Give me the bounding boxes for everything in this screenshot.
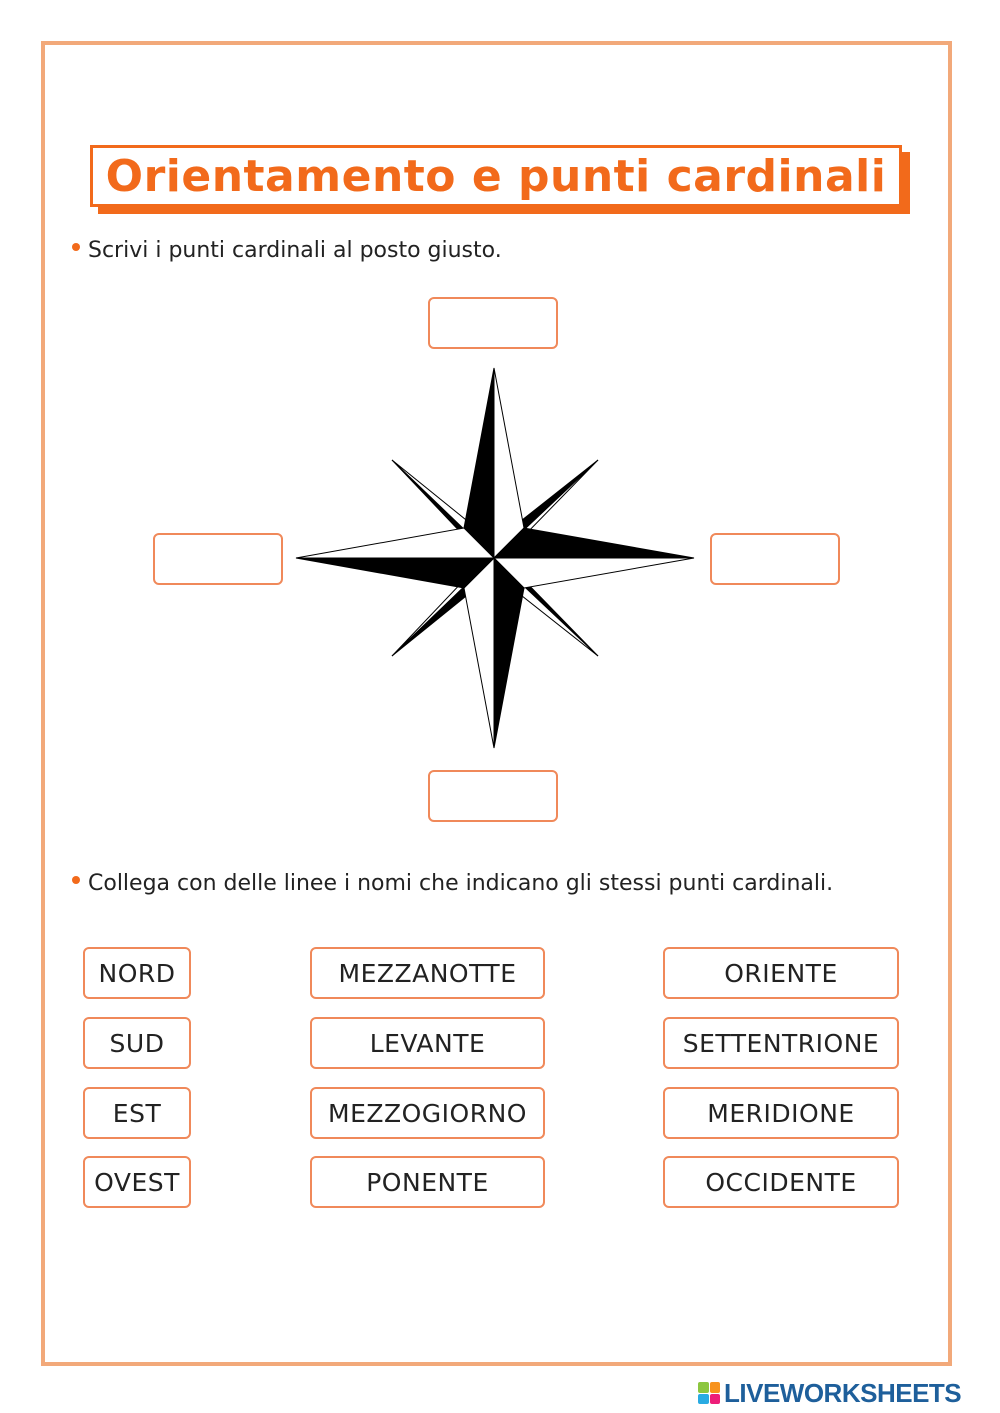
- compass-rose-icon: [290, 360, 700, 755]
- instruction-first: [72, 238, 502, 263]
- word-box-mezzogiorno[interactable]: MEZZOGIORNO: [310, 1087, 545, 1139]
- instruction-second-text: Collega con delle linee i nomi che indicano gli stessi punti cardinali.: [88, 871, 834, 896]
- word-box-ponente[interactable]: PONENTE: [310, 1156, 545, 1208]
- word-box-nord[interactable]: NORD: [83, 947, 191, 999]
- liveworksheets-logo-icon: [698, 1382, 720, 1404]
- word-box-meridione[interactable]: MERIDIONE: [663, 1087, 899, 1139]
- word-box-oriente[interactable]: ORIENTE: [663, 947, 899, 999]
- brand-footer[interactable]: [698, 1378, 961, 1408]
- instruction-first-text: Scrivi i punti cardinali al posto giusto.: [88, 238, 502, 263]
- compass-blank-south[interactable]: [428, 770, 558, 822]
- word-box-sud[interactable]: SUD: [83, 1017, 191, 1069]
- word-box-settentrione[interactable]: SETTENTRIONE: [663, 1017, 899, 1069]
- page-title: Orientamento e punti cardinali: [90, 145, 902, 207]
- bullet-icon: [72, 243, 80, 251]
- word-box-levante[interactable]: LEVANTE: [310, 1017, 545, 1069]
- bullet-icon: [72, 876, 80, 884]
- word-box-ovest[interactable]: OVEST: [83, 1156, 191, 1208]
- word-box-mezzanotte[interactable]: MEZZANOTTE: [310, 947, 545, 999]
- brand-text: LIVEWORKSHEETS: [724, 1377, 962, 1408]
- word-box-occidente[interactable]: OCCIDENTE: [663, 1156, 899, 1208]
- word-box-est[interactable]: EST: [83, 1087, 191, 1139]
- compass-blank-west[interactable]: [153, 533, 283, 585]
- compass-blank-north[interactable]: [428, 297, 558, 349]
- instruction-second: [72, 871, 833, 896]
- compass-blank-east[interactable]: [710, 533, 840, 585]
